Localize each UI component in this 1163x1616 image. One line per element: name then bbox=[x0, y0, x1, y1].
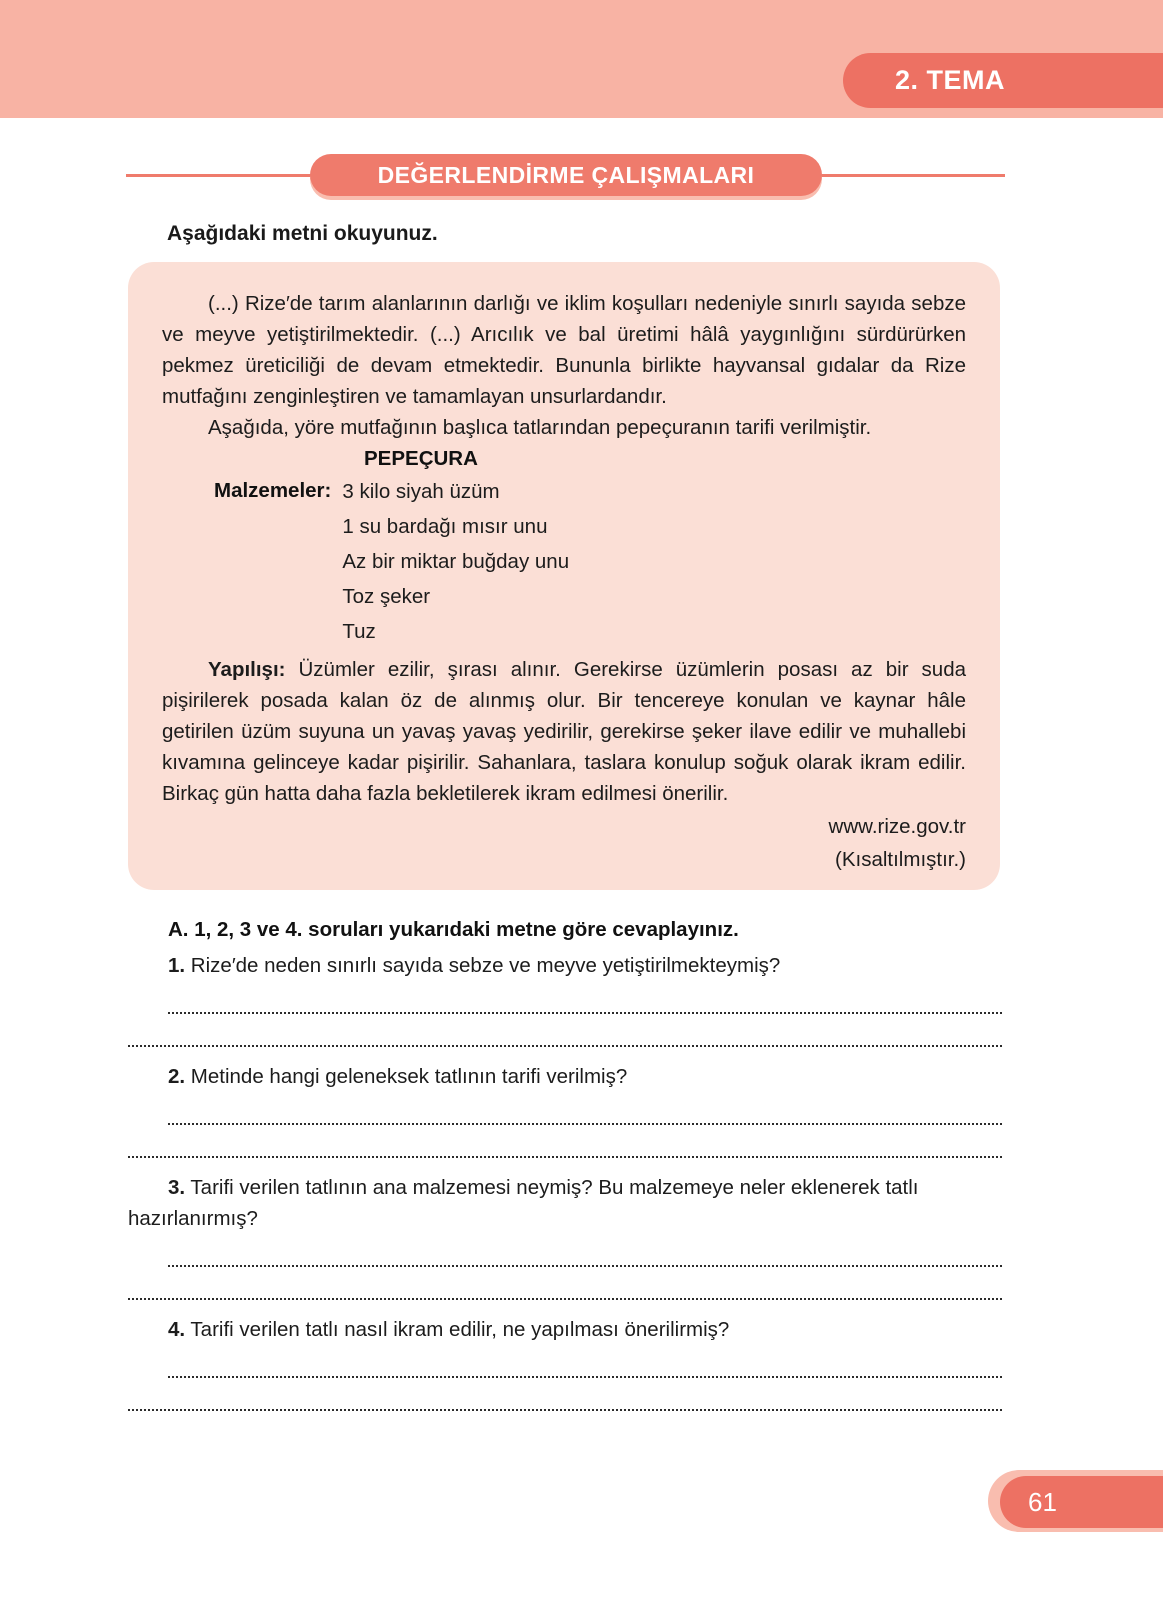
reading-passage-box bbox=[128, 262, 1000, 890]
list-item: 1 su bardağı mısır unu bbox=[342, 515, 548, 538]
answer-line[interactable] bbox=[168, 981, 1002, 1014]
title-rule-right bbox=[800, 174, 1005, 177]
question-body: Rize′de neden sınırlı sayıda sebze ve meyve yetiştirilmekteymiş? bbox=[185, 954, 781, 977]
question-body: Tarifi verilen tatlının ana malzemesi neymiş? Bu malzemeye neler eklenerek tatlı hazırlanırmış? bbox=[128, 1176, 919, 1230]
questions-heading: A. 1, 2, 3 ve 4. soruları yukarıdaki metne göre cevaplayınız. bbox=[168, 918, 739, 941]
list-item: Toz şeker bbox=[342, 585, 431, 608]
ingredients-label: Malzemeler: bbox=[214, 479, 332, 502]
section-title-badge: DEĞERLENDİRME ÇALIŞMALARI bbox=[310, 154, 822, 196]
list-item: Az bir miktar buğday unu bbox=[342, 550, 570, 573]
reading-instruction: Aşağıdaki metni okuyunuz. bbox=[167, 222, 438, 245]
question-text bbox=[128, 1314, 1002, 1345]
ingredients-table bbox=[162, 473, 570, 650]
top-banner bbox=[0, 0, 1163, 118]
answer-line[interactable] bbox=[128, 1378, 1002, 1411]
question-text bbox=[128, 1172, 1002, 1234]
source-url: www.rize.gov.tr bbox=[828, 815, 966, 838]
question-number: 1. bbox=[168, 954, 186, 977]
ingredients-list bbox=[342, 474, 569, 649]
source-note: (Kısaltılmıştır.) bbox=[835, 848, 966, 871]
answer-line[interactable] bbox=[168, 1345, 1002, 1378]
question-text bbox=[128, 1061, 1002, 1092]
preparation-label: Yapılışı: bbox=[208, 658, 286, 681]
page-number: 61 bbox=[1000, 1476, 1163, 1528]
answer-line[interactable] bbox=[128, 1125, 1002, 1158]
question-item-2 bbox=[128, 1061, 1002, 1158]
question-item-4 bbox=[128, 1314, 1002, 1411]
question-number: 4. bbox=[168, 1318, 186, 1341]
question-body: Tarifi verilen tatlı nasıl ikram edilir, ne yapılması önerilirmiş? bbox=[185, 1318, 730, 1341]
preparation-paragraph bbox=[162, 654, 966, 809]
passage-paragraph-2: Aşağıda, yöre mutfağının başlıca tatlarından pepeçuranın tarifi verilmiştir. bbox=[208, 416, 872, 439]
question-body: Metinde hangi geleneksek tatlının tarifi verilmiş? bbox=[185, 1065, 628, 1088]
title-rule-left bbox=[126, 174, 336, 177]
answer-line[interactable] bbox=[128, 1014, 1002, 1047]
questions-section bbox=[128, 918, 1002, 1413]
question-item-1 bbox=[128, 950, 1002, 1047]
question-item-3 bbox=[128, 1172, 1002, 1300]
theme-badge: 2. TEMA bbox=[843, 53, 1163, 108]
passage-paragraph-1: (...) Rize′de tarım alanlarının darlığı ve iklim koşulları nedeniyle sınırlı sayıda sebze ve meyve yetiştirilmektedir. (...) Arıcılık ve bal üretimi hâlâ yaygınlığını sürdürürken pekmez üreticiliği de devam etmektedir. Bununla birlikte hayvansal gıdalar da Rize mutfağını zenginleştiren ve tamamlayan unsurlardandır. bbox=[162, 292, 966, 408]
answer-line[interactable] bbox=[168, 1234, 1002, 1267]
question-number: 3. bbox=[168, 1176, 186, 1199]
answer-line[interactable] bbox=[128, 1267, 1002, 1300]
list-item: Tuz bbox=[342, 620, 376, 643]
preparation-text: Üzümler ezilir, şırası alınır. Gerekirse üzümlerin posası az bir suda pişirilerek posada kalan öz de alınmış olur. Bir tencereye konulan ve kaynar hâle getirilen üzüm suyuna un yavaş yavaş yedirilir, gerekirse şeker ilave edilir ve muhallebi kıvamına gelinceye kadar pişirilir. Sahanlara, taslara konulup soğuk olarak ikram edilir. Birkaç gün hatta daha fazla bekletilerek ikram edilmesi önerilir. bbox=[162, 658, 966, 805]
answer-line[interactable] bbox=[168, 1092, 1002, 1125]
question-number: 2. bbox=[168, 1065, 186, 1088]
list-item: 3 kilo siyah üzüm bbox=[342, 480, 500, 503]
question-text bbox=[128, 950, 1002, 981]
recipe-title: PEPEÇURA bbox=[364, 447, 478, 470]
